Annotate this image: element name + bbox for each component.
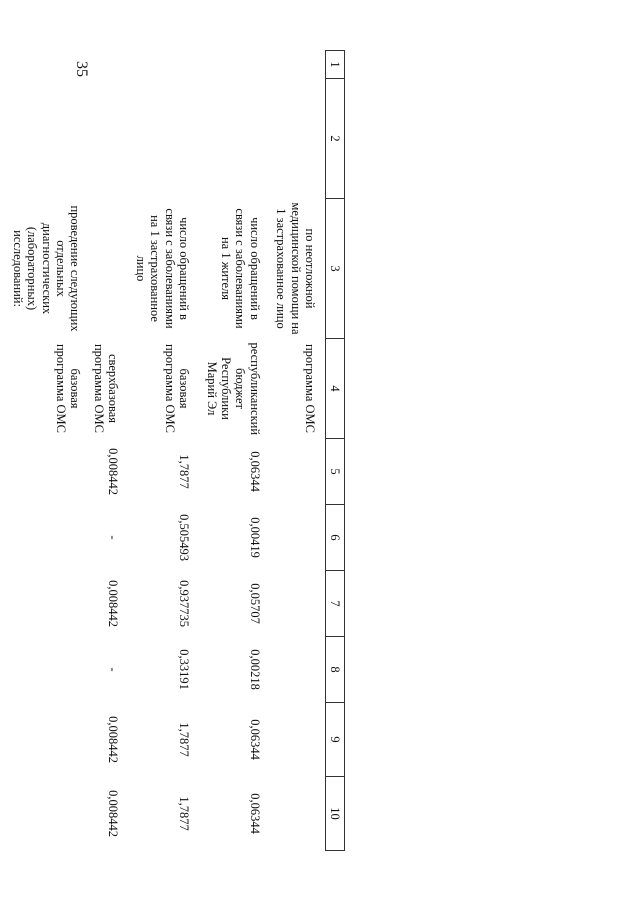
- source-cell: программа ОМС: [303, 343, 317, 433]
- value-cell: 0,05707: [247, 583, 262, 624]
- table-row: [0, 51, 84, 851]
- value-cell: 0,00218: [247, 649, 262, 690]
- column-header: 2: [326, 79, 345, 199]
- indicator-cell: число обращений в связи с заболеваниями на 1 жителя: [219, 208, 262, 329]
- column-header: 1: [326, 51, 345, 79]
- table-cell: [122, 79, 193, 199]
- value-cell: [264, 505, 326, 571]
- table-row: [193, 51, 264, 851]
- table-row: [122, 51, 193, 851]
- header-row: [326, 51, 345, 851]
- column-header: 7: [326, 571, 345, 637]
- table-cell: [0, 51, 84, 79]
- table-cell: [84, 79, 122, 199]
- value-cell: 1,7877: [176, 454, 191, 489]
- value-cell: 0,008442: [106, 716, 121, 763]
- table-cell: [0, 79, 84, 199]
- value-cell: [264, 637, 326, 703]
- column-header: 9: [326, 703, 345, 777]
- table-cell: [84, 51, 122, 79]
- value-cell: [0, 637, 84, 703]
- source-cell: сверхбазовая программа ОМС: [91, 343, 121, 433]
- rotated-table-container: [0, 50, 345, 850]
- value-cell: [264, 703, 326, 777]
- value-cell: [0, 505, 84, 571]
- value-cell: -: [106, 667, 121, 672]
- table-row: [264, 51, 326, 851]
- source-cell: базовая программа ОМС: [54, 343, 83, 433]
- value-cell: 1,7877: [176, 796, 191, 831]
- column-header: 3: [326, 199, 345, 339]
- value-cell: 0,008442: [106, 448, 121, 495]
- column-header: 6: [326, 505, 345, 571]
- table-cell: [264, 51, 326, 79]
- column-header: 5: [326, 439, 345, 505]
- value-cell: 0,008442: [106, 790, 121, 837]
- table-cell: [193, 79, 264, 199]
- value-cell: [0, 439, 84, 505]
- value-cell: [0, 571, 84, 637]
- table-row: [84, 51, 122, 851]
- table-cell: [122, 51, 193, 79]
- value-cell: 0,06344: [247, 451, 262, 492]
- value-cell: [264, 439, 326, 505]
- table-cell: [193, 51, 264, 79]
- value-cell: 0,06344: [247, 719, 262, 760]
- indicator-cell: по неотложной медицинской помощи на 1 застрахованное лицо: [274, 202, 317, 335]
- value-cell: 0,937735: [176, 580, 191, 627]
- value-cell: [0, 703, 84, 777]
- value-cell: 0,505493: [176, 514, 191, 561]
- value-cell: -: [106, 535, 121, 540]
- value-cell: 0,00419: [247, 517, 262, 558]
- source-cell: базовая программа ОМС: [162, 343, 191, 433]
- indicator-cell: число обращений в связи с заболеваниями на 1 застрахованное лицо: [133, 208, 191, 329]
- indicator-cell: проведение следующих отдельных диагностических (лабораторных) исследований:: [10, 205, 83, 332]
- page-number: 35: [73, 61, 90, 77]
- value-cell: 1,7877: [176, 722, 191, 757]
- indicator-cell: [84, 199, 122, 339]
- value-cell: 0,008442: [106, 580, 121, 627]
- column-header: 8: [326, 637, 345, 703]
- value-cell: 0,06344: [247, 793, 262, 834]
- column-header: 4: [326, 339, 345, 439]
- value-cell: [264, 571, 326, 637]
- value-cell: [0, 777, 84, 851]
- table-cell: [264, 79, 326, 199]
- value-cell: [264, 777, 326, 851]
- source-cell: республиканский бюджет Республики Марий Эл: [204, 342, 262, 436]
- column-header: 10: [326, 777, 345, 851]
- data-table: [0, 50, 345, 851]
- value-cell: 0,33191: [176, 649, 191, 690]
